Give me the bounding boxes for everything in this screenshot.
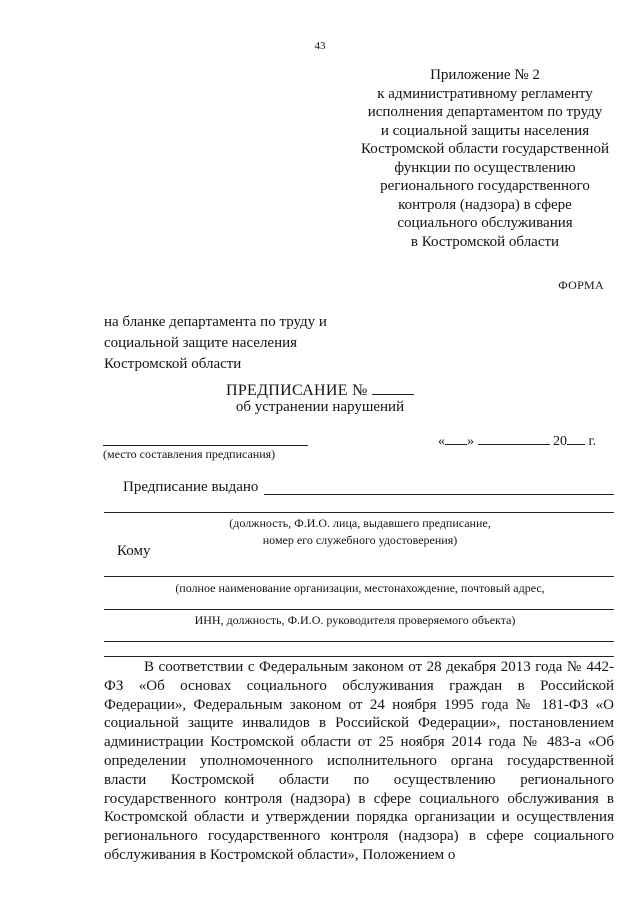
issued-row [123,479,258,496]
recipient-field[interactable] [104,576,614,577]
recipient-field-2[interactable] [104,609,614,610]
appendix-line: Костромской области государственной [361,141,609,157]
recipient-caption-2: ИНН, должность, Ф.И.О. руководителя проверяемого объекта) [194,613,516,627]
appendix-line: Приложение № 2 [430,67,540,83]
place-field[interactable] [103,445,308,446]
date-field [438,430,596,450]
appendix-line: и социальной защиты населения [380,122,590,139]
date-year-prefix: 20 [553,434,567,449]
issuer-caption-line: (должность, Ф.И.О. лица, выдавшего предписание, [229,516,491,530]
recipient-field-3[interactable] [104,641,614,642]
issued-by-field-2[interactable] [104,512,614,513]
appendix-line: контроля (надзора) в сфере [398,196,572,213]
recipient-caption-1: (полное наименование организации, местонахождение, почтовый адрес, [175,581,545,595]
place-caption: (место составления предписания) [103,447,276,461]
order-number-field[interactable] [372,380,414,395]
appendix-line: функции по осуществлению [394,159,576,176]
document-title [0,380,640,400]
appendix-line: социального обслуживания [397,215,573,231]
appendix-line: к административному регламенту [377,85,593,102]
title-text: ПРЕДПИСАНИЕ № [225,382,368,399]
appendix-line: в Костромской области [410,233,560,250]
letterhead-note [104,312,327,375]
issuer-caption-line: номер его служебного удостоверения) [262,533,458,547]
letterhead-line: Костромской области [104,356,242,372]
letterhead-line: социальной защите населения [104,335,298,351]
body-paragraph: В соответствии с Федеральным законом от 28 декабря 2013 года № 442-ФЗ «Об основах социального обслуживания граждан в Российской Федерации», Федеральным законом от 24 ноября 1995 года № 181-ФЗ «О социальной защите инвалидов в Российской Федерации», постановлением администрации Костромской области от 25 ноября 2014 года № 483-а «Об определении уполномоченного исполнительного органа государственной власти Костромской области по осуществлению регионального государственного контроля (надзора) в сфере социального обслуживания в Костромской области и утверждении порядка организации и осуществления регионального государственного контроля (надзора) в сфере социального обслуживания в Костромской области», Положением о [104,659,614,863]
document-subtitle: об устранении нарушений [235,399,405,415]
issuer-caption [0,515,640,549]
date-year-suffix: г. [588,434,597,449]
to-label: Кому [117,543,151,559]
date-month-field[interactable] [478,430,550,445]
form-label: ФОРМА [558,278,604,292]
recipient-field-4[interactable] [104,656,614,657]
appendix-header [340,66,630,251]
appendix-line: регионального государственного [380,178,590,194]
issued-label: Предписание выдано [123,479,259,495]
page-number: 43 [314,40,326,52]
date-year-field[interactable] [567,430,585,445]
issued-by-field[interactable] [264,494,614,495]
date-quote-open: « [438,434,445,449]
date-quote-close: » [467,434,474,449]
date-day-field[interactable] [445,430,467,445]
appendix-line: исполнения департаментом по труду [367,104,603,120]
letterhead-line: на бланке департамента по труду и [104,314,327,330]
